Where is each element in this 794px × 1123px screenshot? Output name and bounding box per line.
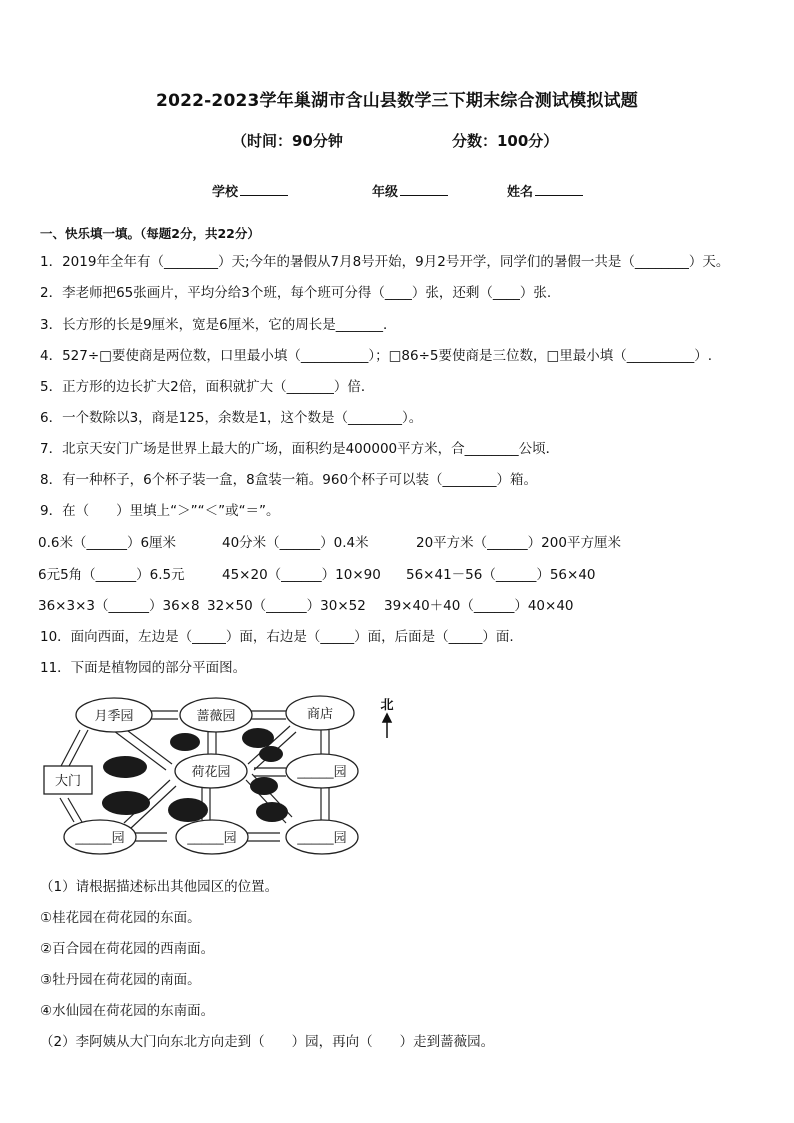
grade-label: 年级	[372, 185, 399, 200]
question-10: 10．面向西面，左边是（_____）面，右边是（_____）面，后面是（_____）面.	[40, 629, 514, 645]
q11-clue-4: ④水仙园在荷花园的东南面。	[40, 1003, 215, 1019]
question-5: 5．正方形的边长扩大2倍，面积就扩大（_______）倍．	[40, 379, 375, 395]
name-blank[interactable]	[535, 183, 583, 196]
name-field	[507, 181, 583, 200]
q11-part-2: （2）李阿姨从大门向东北方向走到（ ）园，再向（ ）走到蔷薇园。	[40, 1034, 495, 1050]
compare-item: 56×41－56（______）56×40	[406, 567, 596, 583]
north-label: 北	[380, 697, 394, 712]
garden-blank-southwest[interactable]: _____园	[75, 830, 125, 845]
garden-blank-east[interactable]: _____园	[297, 764, 347, 779]
garden-blank-southeast[interactable]: _____园	[297, 830, 347, 845]
compare-item: 6元5角（______）6.5元	[38, 567, 185, 583]
q11-clue-2: ②百合园在荷花园的西南面。	[40, 941, 215, 957]
question-11: 11．下面是植物园的部分平面图。	[40, 660, 247, 676]
question-4: 4．527÷□要使商是两位数，口里最小填（__________）；□86÷5要使商是三位数，□里最小填（__________）.	[40, 348, 713, 364]
q11-clue-3: ③牡丹园在荷花园的南面。	[40, 972, 201, 988]
question-9: 9．在（ ）里填上“＞”“＜”或“＝”。	[40, 503, 280, 519]
q11-part-1: （1）请根据描述标出其他园区的位置。	[40, 879, 279, 895]
question-1: 1．2019年全年有（________）天;今年的暑假从7月8号开始，9月2号开学，同学们的暑假一共是（________）天。	[40, 254, 730, 270]
compare-item: 0.6米（______）6厘米	[38, 535, 177, 551]
question-7: 7．北京天安门广场是世界上最大的广场，面积约是400000平方米，合________公顷．	[40, 441, 560, 457]
q11-clue-1: ①桂花园在荷花园的东面。	[40, 910, 201, 926]
compare-item: 32×50（______）30×52	[207, 598, 366, 614]
grade-field	[372, 181, 448, 200]
garden-label-hehua: 荷花园	[191, 764, 231, 779]
question-3: 3．长方形的长是9厘米，宽是6厘米，它的周长是_______．	[40, 317, 397, 333]
section-heading: 一、快乐填一填。（每题2分，共22分）	[40, 226, 260, 241]
school-blank[interactable]	[240, 183, 288, 196]
question-8: 8．有一种杯子，6个杯子装一盒，8盒装一箱。960个杯子可以装（________）箱。	[40, 472, 538, 488]
gate-label: 大门	[54, 773, 82, 788]
north-arrow-icon	[383, 714, 391, 738]
page-title: 2022-2023学年巢湖市含山县数学三下期末综合测试模拟试题	[156, 91, 638, 111]
compare-item: 40分米（______）0.4米	[222, 535, 369, 551]
exam-score: 分数：100分）	[452, 132, 559, 150]
garden-label-yueji: 月季园	[94, 708, 134, 723]
school-label: 学校	[212, 185, 239, 200]
garden-map	[40, 690, 400, 860]
compare-item: 39×40＋40（______）40×40	[384, 598, 574, 614]
compare-item: 45×20（______）10×90	[222, 567, 381, 583]
grade-blank[interactable]	[400, 183, 448, 196]
garden-label-qiangwei: 蔷薇园	[196, 708, 236, 723]
question-6: 6．一个数除以3，商是125，余数是1，这个数是（________）。	[40, 410, 423, 426]
school-field	[212, 181, 288, 200]
compare-item: 20平方米（______）200平方厘米	[416, 535, 621, 551]
compare-item: 36×3×3（______）36×8	[38, 598, 200, 614]
question-2: 2．李老师把65张画片，平均分给3个班，每个班可分得（____）张，还剩（____）张.	[40, 285, 552, 301]
exam-time: （时间：90分钟	[232, 132, 343, 150]
store-label: 商店	[306, 706, 334, 721]
garden-blank-south[interactable]: _____园	[187, 830, 237, 845]
name-label: 姓名	[507, 185, 534, 200]
